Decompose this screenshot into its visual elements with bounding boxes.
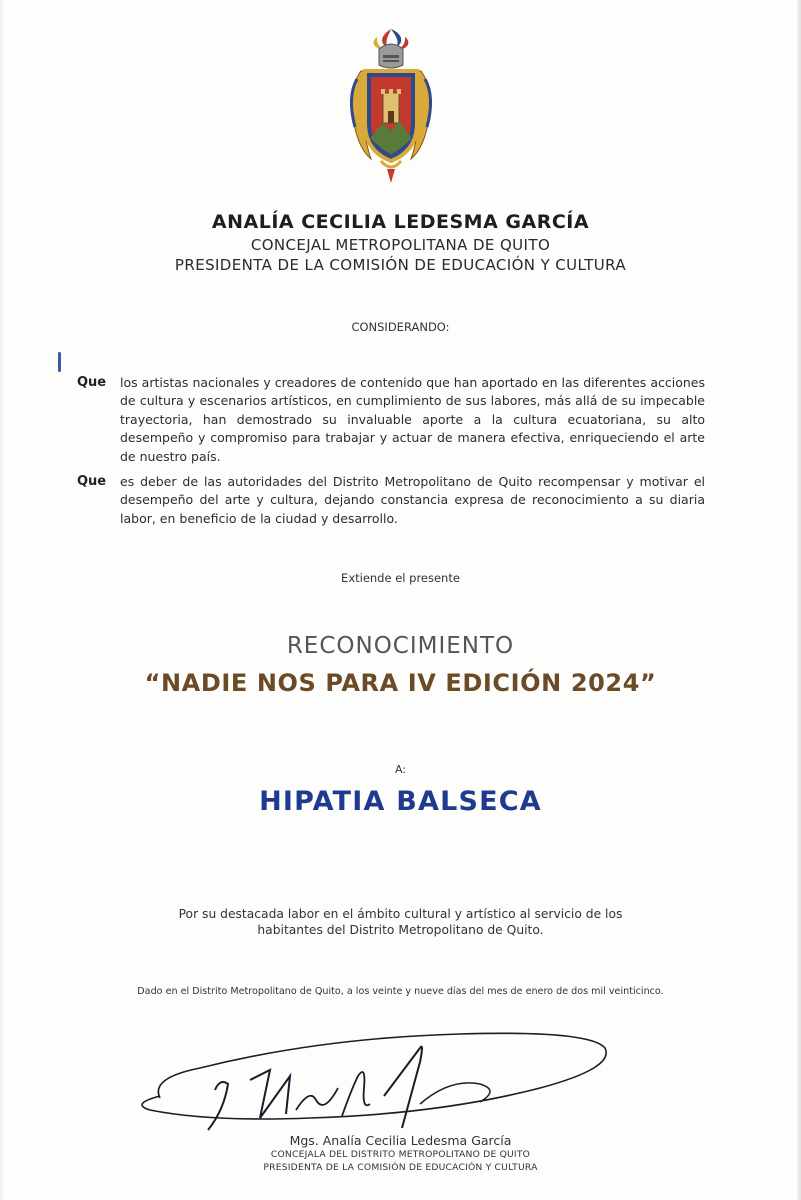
- award-title: “NADIE NOS PARA IV EDICIÓN 2024”: [144, 669, 657, 697]
- award-reason-line: habitantes del Distrito Metropolitano de Quito.: [257, 923, 544, 937]
- considerando-heading: CONSIDERANDO:: [351, 320, 450, 334]
- issuer-role: CONCEJAL METROPOLITANA DE QUITO: [250, 236, 551, 254]
- clause-key: Que: [77, 375, 107, 390]
- handwritten-signature-icon: [120, 1018, 640, 1138]
- signatory-name: Mgs. Analía Cecilia Ledesma García: [289, 1133, 512, 1148]
- page-edge-left: [0, 0, 3, 1200]
- clause-text: los artistas nacionales y creadores de contenido que han aportado en las diferentes acciones de cultura y escenarios artísticos, en cumplimiento de sus labores, más allá de su impecable trayectoria, han demostrado su invaluable aporte a la cultura ecuatoriana, su alto desempeño y compromiso para trabajar y actuar de manera efectiva, enriqueciendo el arte de nuestro país.: [120, 375, 705, 464]
- page-edge-right: [797, 0, 801, 1200]
- award-kind: RECONOCIMIENTO: [286, 633, 515, 659]
- recipient-name: HIPATIA BALSECA: [259, 786, 542, 817]
- issuer-commission: PRESIDENTA DE LA COMISIÓN DE EDUCACIÓN Y CULTURA: [174, 256, 627, 274]
- issuer-name: ANALÍA CECILIA LEDESMA GARCÍA: [211, 211, 590, 233]
- signatory-commission: PRESIDENTA DE LA COMISIÓN DE EDUCACIÓN Y CULTURA: [263, 1162, 538, 1173]
- award-reason: [0, 906, 801, 938]
- clause-text: es deber de las autoridades del Distrito Metropolitano de Quito recompensar y motivar el desempeño del arte y cultura, dejando constancia expresa de reconocimiento a su diaria labor, en beneficio de la ciudad y desarrollo.: [120, 474, 705, 526]
- extiende-text: Extiende el presente: [341, 571, 460, 585]
- recipient-label: A:: [394, 763, 407, 776]
- quito-coat-of-arms-icon: [341, 27, 441, 187]
- award-reason-line: Por su destacada labor en el ámbito cultural y artístico al servicio de los: [178, 907, 623, 921]
- signatory-role: CONCEJALA DEL DISTRITO METROPOLITANO DE QUITO: [270, 1149, 531, 1160]
- ink-mark: [58, 352, 61, 372]
- clause-key: Que: [77, 474, 107, 489]
- issue-date-text: Dado en el Distrito Metropolitano de Quito, a los veinte y nueve días del mes de enero de dos mil veinticinco.: [137, 986, 664, 997]
